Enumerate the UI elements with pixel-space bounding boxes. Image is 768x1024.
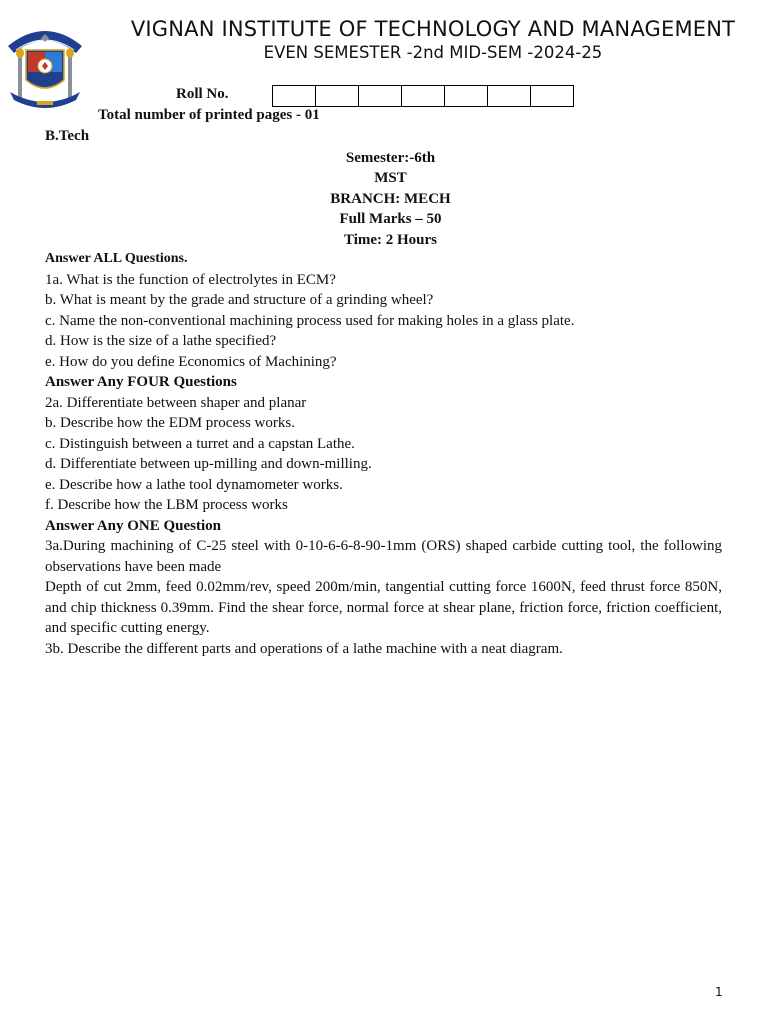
question-item: 3a.During machining of C-25 steel with 0-10-6-6-8-90-1mm (ORS) shaped carbide cutting tool, the following observations have been made <box>45 538 722 575</box>
branch-line: BRANCH: MECH <box>330 190 451 207</box>
roll-number-box <box>444 85 488 107</box>
question-item: d. How is the size of a lathe specified? <box>45 333 277 349</box>
roll-number-box <box>272 85 316 107</box>
question-item: e. Describe how a lathe tool dynamometer works. <box>45 476 343 493</box>
institute-logo <box>4 20 86 108</box>
roll-number-box <box>358 85 402 107</box>
exam-type-line: MST <box>374 170 407 187</box>
roll-number-boxes <box>272 85 574 107</box>
question-item: 3b. Describe the different parts and operations of a lathe machine with a neat diagram. <box>45 640 563 657</box>
roll-number-box <box>401 85 445 107</box>
question-item: d. Differentiate between up-milling and down-milling. <box>45 456 372 472</box>
section-heading: Answer Any ONE Question <box>45 517 222 534</box>
question-item: Depth of cut 2mm, feed 0.02mm/rev, speed 200m/min, tangential cutting force 1600N, feed thrust force 850N, and chip thickness 0.39mm. Find the shear force, normal force at shear plane, friction force, friction coefficient, and specific cutting energy. <box>45 579 722 636</box>
semester-line: Semester:-6th <box>345 150 436 166</box>
question-item: 1a. What is the function of electrolytes in ECM? <box>45 271 336 288</box>
institute-seal-icon <box>4 20 86 108</box>
time-line: Time: 2 Hours <box>343 231 438 248</box>
program-label: B.Tech <box>45 128 90 144</box>
section-heading: Answer ALL Questions. <box>45 251 188 266</box>
roll-number-box <box>315 85 359 107</box>
roll-number-label: Roll No. <box>176 86 229 102</box>
exam-meta <box>0 148 768 250</box>
roll-number-box <box>530 85 574 107</box>
printed-pages-note: Total number of printed pages - 01 <box>98 107 320 123</box>
roll-number-box <box>487 85 531 107</box>
page-number: 1 <box>715 985 723 999</box>
exam-title: EVEN SEMESTER -2nd MID-SEM -2024-25 <box>263 43 603 62</box>
question-item: b. Describe how the EDM process works. <box>45 415 295 431</box>
institute-name: VIGNAN INSTITUTE OF TECHNOLOGY AND MANAGEMENT <box>130 17 736 41</box>
section-heading: Answer Any FOUR Questions <box>45 374 237 390</box>
question-item: f. Describe how the LBM process works <box>45 497 288 513</box>
question-paper-body <box>45 249 722 659</box>
full-marks-line: Full Marks – 50 <box>339 211 442 228</box>
question-item: b. What is meant by the grade and structure of a grinding wheel? <box>45 292 434 308</box>
question-item: c. Name the non-conventional machining process used for making holes in a glass plate. <box>45 312 575 329</box>
question-item: c. Distinguish between a turret and a capstan Lathe. <box>45 435 355 452</box>
question-item: e. How do you define Economics of Machining? <box>45 353 337 370</box>
question-item: 2a. Differentiate between shaper and planar <box>45 394 307 411</box>
